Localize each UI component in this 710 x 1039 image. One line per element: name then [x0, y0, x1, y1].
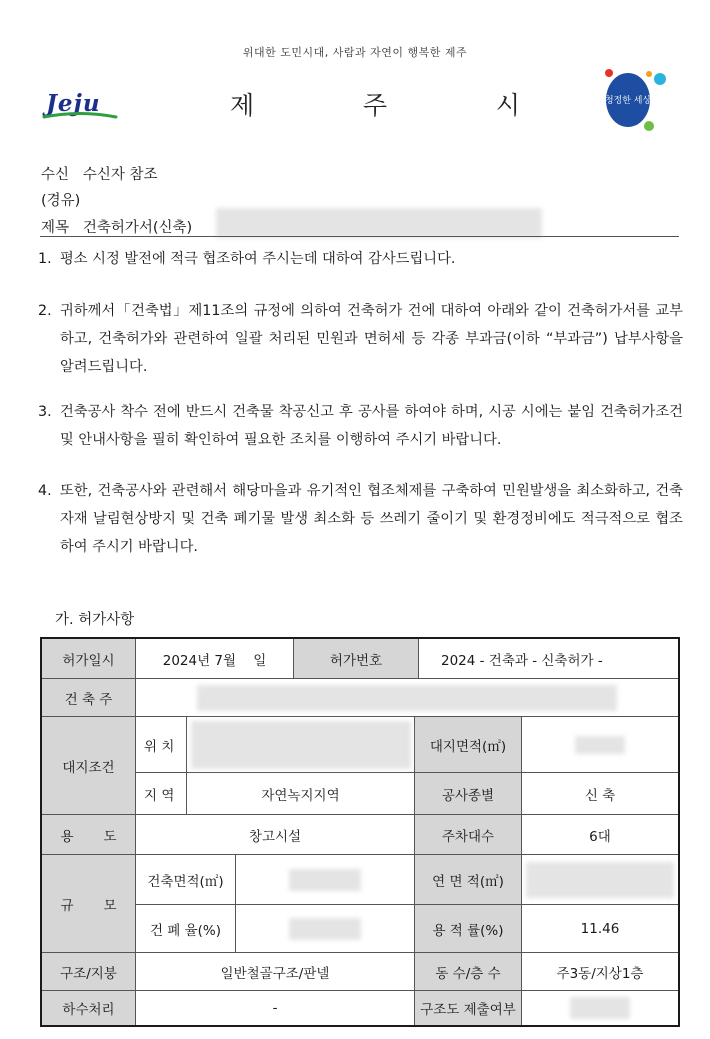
- recipient-row: [41, 163, 158, 184]
- redacted-total-floor-area: [526, 862, 674, 898]
- site-conditions-label: 대지조건: [42, 717, 136, 815]
- paragraph-text: 건축공사 착수 전에 반드시 건축물 착공신고 후 공사를 하여야 하며, 시공 시에는 붙임 건축허가조건 및 안내사항을 필히 확인하여 필요한 조치를 이행하여 주시기 바랍니다.: [60, 404, 683, 448]
- paragraph-number: 1.: [38, 251, 52, 267]
- zone-label: 지 역: [136, 773, 187, 815]
- subject-underline: [40, 236, 679, 237]
- redacted-subject: [216, 208, 542, 238]
- use-label-text: 용 도: [60, 828, 117, 845]
- paragraph-text: 또한, 건축공사와 관련해서 해당마을과 유기적인 협조체제를 구축하여 민원발생을 최소화하고, 건축자재 날림현상방지 및 건축 폐기물 발생 최소화 등 쓰레기 줄이기 및 환경정비에도 적극적으로 협조하여 주시기 바랍니다.: [60, 483, 683, 555]
- building-area-value: [236, 855, 415, 905]
- recipient-label: 수신: [41, 167, 70, 183]
- use-label: [42, 815, 136, 855]
- site-area-value: [522, 717, 678, 773]
- paragraph-number: 2.: [38, 303, 52, 319]
- structure-label: 구조/지붕: [42, 953, 136, 991]
- far-label: 용 적 률(%): [415, 905, 522, 953]
- site-area-label: 대지면적(㎡): [415, 717, 522, 773]
- redacted-structural-drawing: [570, 997, 630, 1019]
- permit-date-label: 허가일시: [42, 639, 136, 679]
- floors-label: 동 수/층 수: [415, 953, 522, 991]
- jeju-logo: [42, 86, 118, 122]
- parking-value: 6대: [522, 815, 678, 855]
- owner-label: 건 축 주: [42, 679, 136, 717]
- owner-value: [136, 679, 678, 717]
- page-title: [230, 86, 520, 122]
- structural-drawing-value: [522, 991, 678, 1025]
- permit-date-text: 2024년 7월 일: [162, 652, 267, 669]
- title-char-1: 제: [230, 91, 255, 120]
- permit-date-value: [136, 639, 294, 679]
- permit-number-value: 2024 - 건축과 - 신축허가 -: [419, 639, 678, 679]
- scale-label-text: 규 모: [60, 897, 117, 914]
- sewage-label: 하수처리: [42, 991, 136, 1025]
- building-area-label: 건축면적(㎡): [136, 855, 236, 905]
- paragraph-2: [38, 297, 683, 381]
- paragraph-1: [38, 245, 683, 273]
- paragraph-3: [38, 398, 683, 454]
- emblem-text: 청정한 세상: [604, 96, 652, 106]
- construction-type-label: 공사종별: [415, 773, 522, 815]
- section-title: 가. 허가사항: [55, 612, 135, 628]
- scale-label: [42, 855, 136, 953]
- subject-value: 건축허가서(신축): [82, 220, 193, 236]
- paragraph-text: 귀하께서「건축법」제11조의 규정에 의하여 건축허가 건에 대하여 아래와 같이 건축허가서를 교부하고, 건축허가와 관련하여 일괄 처리된 민원과 면허세 등 각종 부과금(이하 “부과금”) 납부사항을 알려드립니다.: [60, 303, 683, 375]
- redacted-site-area: [575, 736, 625, 754]
- subject-label: 제목: [41, 220, 70, 236]
- permit-number-label: 허가번호: [294, 639, 419, 679]
- paragraph-number: 4.: [38, 483, 52, 499]
- location-label: 위 치: [136, 717, 187, 773]
- far-value: 11.46: [522, 905, 678, 953]
- coverage-value: [236, 905, 415, 953]
- via-row: (경유): [41, 193, 81, 209]
- clean-world-emblem: [600, 66, 670, 136]
- parking-label: 주차대수: [415, 815, 522, 855]
- structure-value: 일반철골구조/판넬: [136, 953, 415, 991]
- structural-drawing-label: 구조도 제출여부: [415, 991, 522, 1025]
- title-char-2: 주: [362, 91, 388, 120]
- redacted-location: [191, 721, 411, 769]
- redacted-owner: [197, 685, 617, 711]
- permit-table: [40, 637, 680, 1027]
- coverage-label: 건 폐 율(%): [136, 905, 236, 953]
- title-char-3: 시: [495, 91, 520, 120]
- jeju-logo-text: Jeju: [46, 90, 101, 117]
- location-value: [187, 717, 415, 773]
- floors-value: 주3동/지상1층: [522, 953, 678, 991]
- use-value: 창고시설: [136, 815, 415, 855]
- paragraph-text: 평소 시정 발전에 적극 협조하여 주시는데 대하여 감사드립니다.: [60, 251, 456, 267]
- recipient-value: 수신자 참조: [82, 167, 158, 183]
- total-floor-area-label: 연 면 적(㎡): [415, 855, 522, 905]
- paragraph-number: 3.: [38, 404, 52, 420]
- paragraph-4: [38, 477, 683, 561]
- zone-value: 자연녹지지역: [187, 773, 415, 815]
- total-floor-area-value: [522, 855, 678, 905]
- construction-type-value: 신 축: [522, 773, 678, 815]
- slogan: 위대한 도민시대, 사람과 자연이 행복한 제주: [242, 46, 468, 59]
- sewage-value: -: [136, 991, 415, 1025]
- subject-row: [41, 216, 192, 237]
- redacted-building-area: [289, 869, 361, 891]
- redacted-coverage: [289, 918, 361, 940]
